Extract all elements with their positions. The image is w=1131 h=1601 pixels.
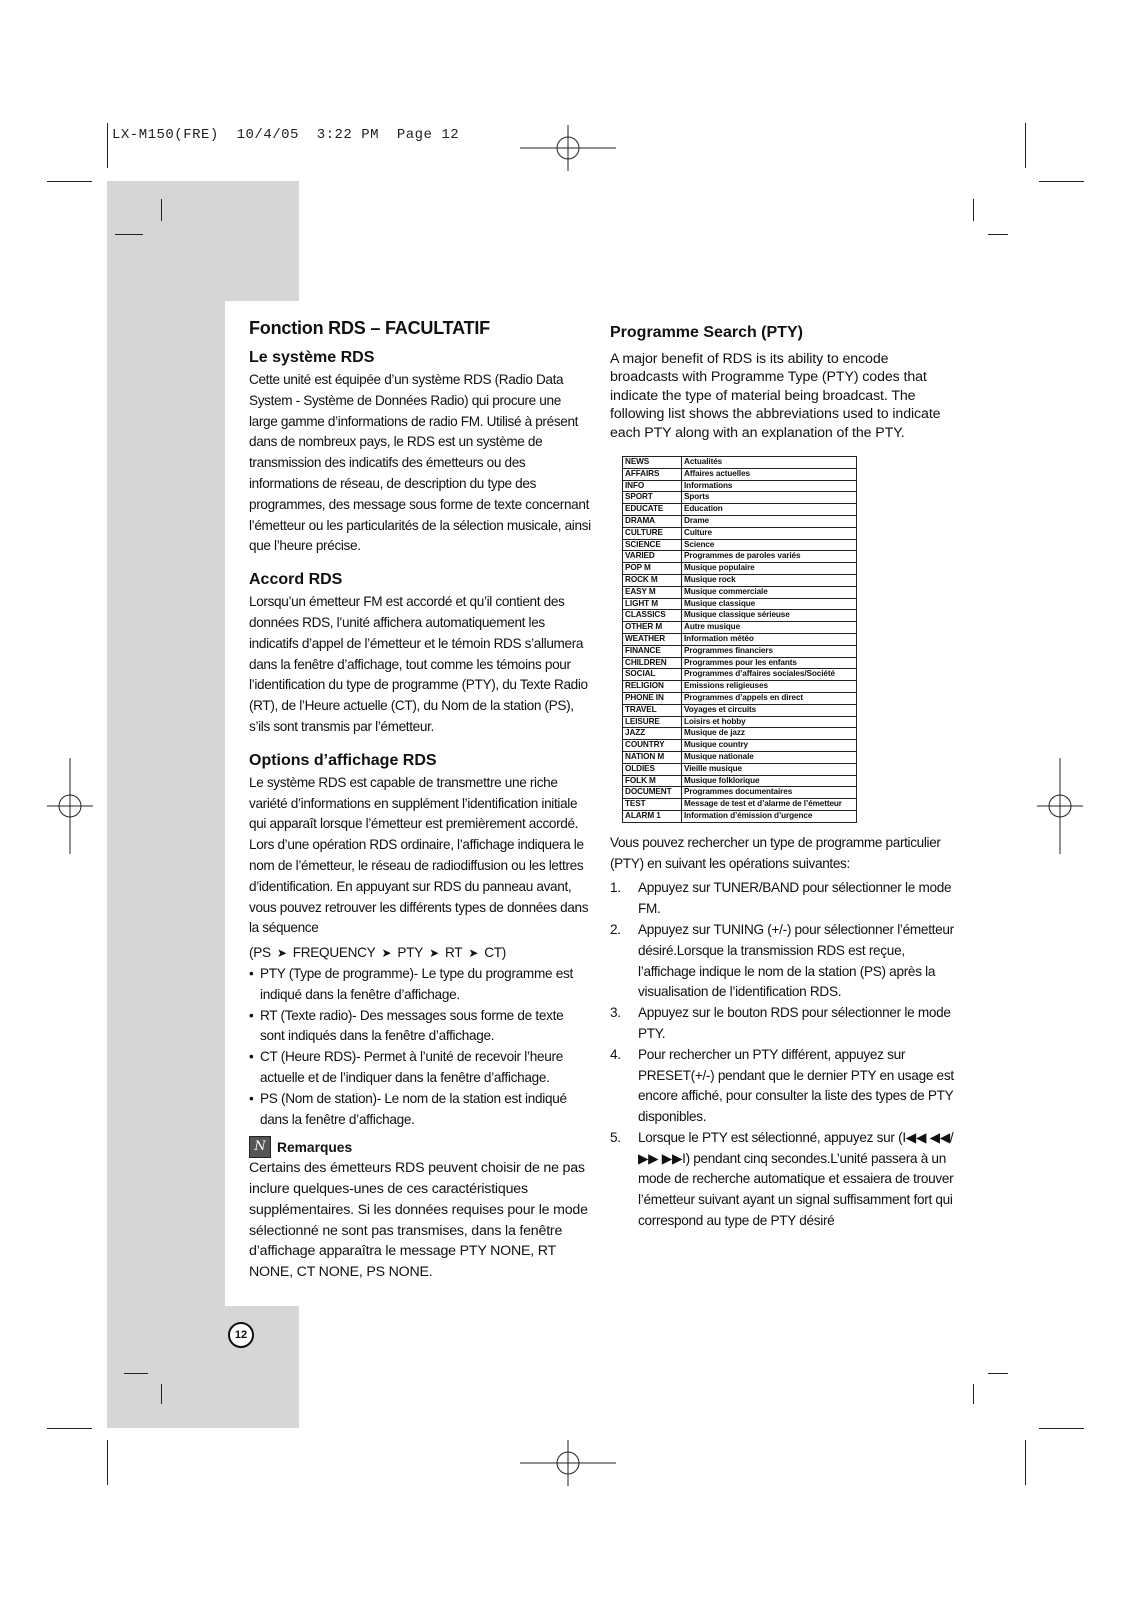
bullet-item: • PS (Nom de station)- Le nom de la station est indiqué dans la fenêtre d’affichage. (249, 1089, 591, 1131)
pty-description: Information d’émission d’urgence (682, 810, 857, 822)
step-number: 3. (610, 1005, 621, 1021)
page-title: Fonction RDS – FACULTATIF (249, 318, 490, 338)
gray-band-side (107, 301, 225, 1306)
pty-row (623, 504, 857, 516)
crop-mark (1025, 1440, 1026, 1485)
crop-mark (107, 123, 108, 168)
seq-ps: (PS (249, 945, 271, 961)
pty-code: SCIENCE (623, 539, 682, 551)
pty-description: Affaires actuelles (682, 468, 857, 480)
pty-description: Actualités (682, 457, 857, 469)
pty-row (623, 468, 857, 480)
step-item (610, 1003, 955, 1045)
paragraph-accord-rds: Lorsqu’un émetteur FM est accordé et qu’il contient des données RDS, l’unité affichera automatiquement les indicatifs d’appel de l’émetteur et le témoin RDS s’allumera dans la fenêtre d’affichage, tout comme les témoins pour l’identification du type de programme (PTY), du Texte Radio (RT), de l’Heure actuelle (CT), du Nom de la station (PS), s’ils sont transmis par l’émetteur. (249, 594, 588, 734)
pty-description: Musique commerciale (682, 586, 857, 598)
pty-description: Information météo (682, 633, 857, 645)
pty-code: PHONE IN (623, 692, 682, 704)
page-number-badge: 12 (228, 1322, 254, 1348)
arrow-icon: ➤ (276, 946, 287, 961)
heading-programme-search: Programme Search (PTY) (610, 324, 803, 341)
gray-band-bottom (107, 1306, 299, 1428)
pty-code: SOCIAL (623, 669, 682, 681)
trim-mark (124, 1373, 148, 1374)
pty-code: JAZZ (623, 728, 682, 740)
pty-code: AFFAIRS (623, 468, 682, 480)
pty-description: Vieille musique (682, 763, 857, 775)
pty-description: Informations (682, 480, 857, 492)
pty-code: LIGHT M (623, 598, 682, 610)
options-bullet-list (249, 964, 591, 1130)
pty-description: Musique classique (682, 598, 857, 610)
crop-mark (1039, 181, 1084, 182)
pty-row (623, 480, 857, 492)
pty-search-steps (610, 878, 955, 1232)
pty-row (623, 740, 857, 752)
pty-code: EASY M (623, 586, 682, 598)
step-text: Lorsque le PTY est sélectionné, appuyez sur (I◀◀ ◀◀/▶▶ ▶▶I) pendant cinq secondes.L’unité passera à un mode de recherche automatique et essaiera de trouver l’émetteur suivant ayant un signal suffisamment fort qui correspond au type de PTY désiré (638, 1129, 954, 1229)
trim-mark (988, 234, 1008, 235)
pty-description: Culture (682, 527, 857, 539)
pty-description: Programmes documentaires (682, 787, 857, 799)
pty-code: LEISURE (623, 716, 682, 728)
pty-row (623, 622, 857, 634)
pty-row (623, 551, 857, 563)
pty-row (623, 716, 857, 728)
pty-row (623, 692, 857, 704)
pty-description: Sports (682, 492, 857, 504)
pty-row (623, 704, 857, 716)
print-slug: LX-M150(FRE) 10/4/05 3:22 PM Page 12 (112, 127, 460, 143)
crop-mark (107, 1440, 108, 1485)
pty-description: Programmes d’appels en direct (682, 692, 857, 704)
bullet-item: • PTY (Type de programme)- Le type du programme est indiqué dans la fenêtre d’affichage. (249, 964, 591, 1006)
pty-code: FINANCE (623, 645, 682, 657)
right-column (610, 324, 955, 1232)
registration-mark-left (47, 758, 93, 854)
paragraph-pty-intro: A major benefit of RDS is its ability to encode broadcasts with Programme Type (PTY) codes that indicate the type of material being broadcast. The following list shows the abbreviations used to indicate each PTY along with an explanation of the PTY. (610, 351, 941, 441)
pty-code: EDUCATE (623, 504, 682, 516)
pty-row (623, 492, 857, 504)
crop-mark (1039, 1428, 1084, 1429)
trim-mark (161, 1384, 162, 1404)
step-number: 5. (610, 1129, 621, 1145)
pty-row (623, 527, 857, 539)
arrow-icon: ➤ (468, 946, 479, 961)
pty-row (623, 681, 857, 693)
pty-code: FOLK M (623, 775, 682, 787)
pty-description: Education (682, 504, 857, 516)
pty-description: Musique rock (682, 575, 857, 587)
pty-code: NEWS (623, 457, 682, 469)
arrow-icon: ➤ (381, 946, 392, 961)
paragraph-remarques: Certains des émetteurs RDS peuvent choisir de ne pas inclure quelques-unes de ces caractéristiques supplémentaires. Si les données requises pour le mode sélectionné ne sont pas transmises, dans la fenêtre d’affichage apparaîtra le message PTY NONE, RT NONE, CT NONE, PS NONE. (249, 1160, 588, 1281)
seq-frequency: FREQUENCY (292, 945, 376, 961)
pty-code: SPORT (623, 492, 682, 504)
pty-description: Musique country (682, 740, 857, 752)
step-item (610, 1128, 955, 1232)
gray-band-top (107, 181, 299, 301)
pty-code: CHILDREN (623, 657, 682, 669)
pty-description: Programmes d’affaires sociales/Société (682, 669, 857, 681)
pty-row (623, 657, 857, 669)
pty-row (623, 787, 857, 799)
pty-description: Emissions religieuses (682, 681, 857, 693)
pty-code: OLDIES (623, 763, 682, 775)
pty-description: Voyages et circuits (682, 704, 857, 716)
pty-row (623, 598, 857, 610)
trim-mark (973, 199, 974, 221)
pty-description: Science (682, 539, 857, 551)
pty-row (623, 586, 857, 598)
pty-description: Drame (682, 516, 857, 528)
pty-row (623, 751, 857, 763)
step-number: 2. (610, 921, 621, 937)
pty-code: ROCK M (623, 575, 682, 587)
step-number: 1. (610, 880, 621, 896)
trim-mark (115, 234, 143, 235)
pty-code: INFO (623, 480, 682, 492)
bullet-item: • CT (Heure RDS)- Permet à l’unité de recevoir l’heure actuelle et de l’indiquer dans la fenêtre d’affichage. (249, 1047, 591, 1089)
pty-code: DRAMA (623, 516, 682, 528)
pty-row (623, 539, 857, 551)
pty-row (623, 645, 857, 657)
arrow-icon: ➤ (429, 946, 439, 961)
heading-options-affichage: Options d’affichage RDS (249, 751, 437, 769)
pty-code: CLASSICS (623, 610, 682, 622)
pty-table (622, 456, 857, 823)
crop-mark (47, 1428, 92, 1429)
pty-description: Autre musique (682, 622, 857, 634)
left-column (249, 318, 591, 1283)
step-item (610, 878, 955, 920)
note-icon: N (249, 1136, 271, 1158)
trim-mark (973, 1384, 974, 1404)
pty-code: NATION M (623, 751, 682, 763)
pty-code: RELIGION (623, 681, 682, 693)
step-number: 4. (610, 1046, 621, 1062)
pty-code: TEST (623, 799, 682, 811)
heading-systeme-rds: Le système RDS (249, 349, 375, 366)
pty-row (623, 457, 857, 469)
seq-rt: RT (444, 945, 463, 961)
pty-description: Musique classique sérieuse (682, 610, 857, 622)
pty-description: Musique nationale (682, 751, 857, 763)
step-text: Appuyez sur TUNING (+/-) pour sélectionner l’émetteur désiré.Lorsque la transmission RDS est reçue, l’affichage indique le nom de la station (PS) après la visualisation de l’identification RDS. (638, 921, 954, 1000)
pty-description: Loisirs et hobby (682, 716, 857, 728)
pty-description: Programmes pour les enfants (682, 657, 857, 669)
trim-mark (988, 1373, 1008, 1374)
pty-code: ALARM 1 (623, 810, 682, 822)
pty-code: TRAVEL (623, 704, 682, 716)
step-text: Appuyez sur le bouton RDS pour sélectionner le mode PTY. (638, 1005, 951, 1041)
pty-row (623, 563, 857, 575)
pty-row (623, 775, 857, 787)
trim-mark (161, 199, 162, 221)
seq-ct: CT) (484, 945, 506, 961)
pty-code: POP M (623, 563, 682, 575)
pty-code: OTHER M (623, 622, 682, 634)
step-item (610, 920, 955, 1003)
pty-description: Musique folklorique (682, 775, 857, 787)
pty-row (623, 633, 857, 645)
display-sequence (249, 943, 591, 964)
pty-description: Message de test et d’alarme de l’émetteur (682, 799, 857, 811)
crop-mark (47, 181, 92, 182)
pty-description: Programmes financiers (682, 645, 857, 657)
pty-description: Musique de jazz (682, 728, 857, 740)
pty-row (623, 799, 857, 811)
pty-row (623, 763, 857, 775)
pty-code: WEATHER (623, 633, 682, 645)
pty-row (623, 575, 857, 587)
crop-mark (1025, 123, 1026, 168)
paragraph-pty-search-intro: Vous pouvez rechercher un type de programme particulier (PTY) en suivant les opérations suivantes: (610, 834, 941, 871)
pty-code: DOCUMENT (623, 787, 682, 799)
pty-row (623, 669, 857, 681)
paragraph-systeme-rds: Cette unité est équipée d’un système RDS (Radio Data System - Système de Données Radio) qui procure une large gamme d’informations de radio FM. Utilisé à présent dans de nombreux pays, le RDS est un système de transmission des indicatifs des émetteurs ou des informations de réseau, de description du type des programmes, des message sous forme de texte concernant l’émetteur ou les particularités de la sélection musicale, ainsi que l’heure précise. (249, 372, 591, 554)
pty-code: CULTURE (623, 527, 682, 539)
registration-mark-top (520, 125, 616, 171)
registration-mark-right (1037, 758, 1083, 854)
pty-code: VARIED (623, 551, 682, 563)
pty-description: Programmes de paroles variés (682, 551, 857, 563)
step-text: Appuyez sur TUNER/BAND pour sélectionner le mode FM. (638, 880, 952, 917)
step-item (610, 1045, 955, 1128)
bullet-item: • RT (Texte radio)- Des messages sous forme de texte sont indiqués dans la fenêtre d’affichage. (249, 1006, 591, 1048)
paragraph-options-affichage: Le système RDS est capable de transmettre une riche variété d’informations en supplément l’identification initiale qui apparaît lorsque l’émetteur est premièrement accordé. Lors d’une opération RDS ordinaire, l’affichage indiquera le nom de l’émetteur, le réseau de radiodiffusion ou les lettres d’identification. En appuyant sur RDS du panneau avant, vous pouvez retrouver les différents types de données dans la séquence (249, 774, 589, 936)
remarques-header (249, 1136, 591, 1158)
registration-mark-bottom (520, 1440, 616, 1486)
step-text: Pour rechercher un PTY différent, appuyez sur PRESET(+/-) pendant que le dernier PTY en usage est encore affiché, pour consulter la liste des types de PTY disponibles. (638, 1046, 954, 1125)
seq-pty: PTY (397, 945, 423, 961)
pty-code: COUNTRY (623, 740, 682, 752)
remarques-label: Remarques (277, 1139, 353, 1155)
pty-row (623, 728, 857, 740)
pty-description: Musique populaire (682, 563, 857, 575)
pty-row (623, 810, 857, 822)
heading-accord-rds: Accord RDS (249, 571, 343, 589)
pty-row (623, 516, 857, 528)
pty-row (623, 610, 857, 622)
